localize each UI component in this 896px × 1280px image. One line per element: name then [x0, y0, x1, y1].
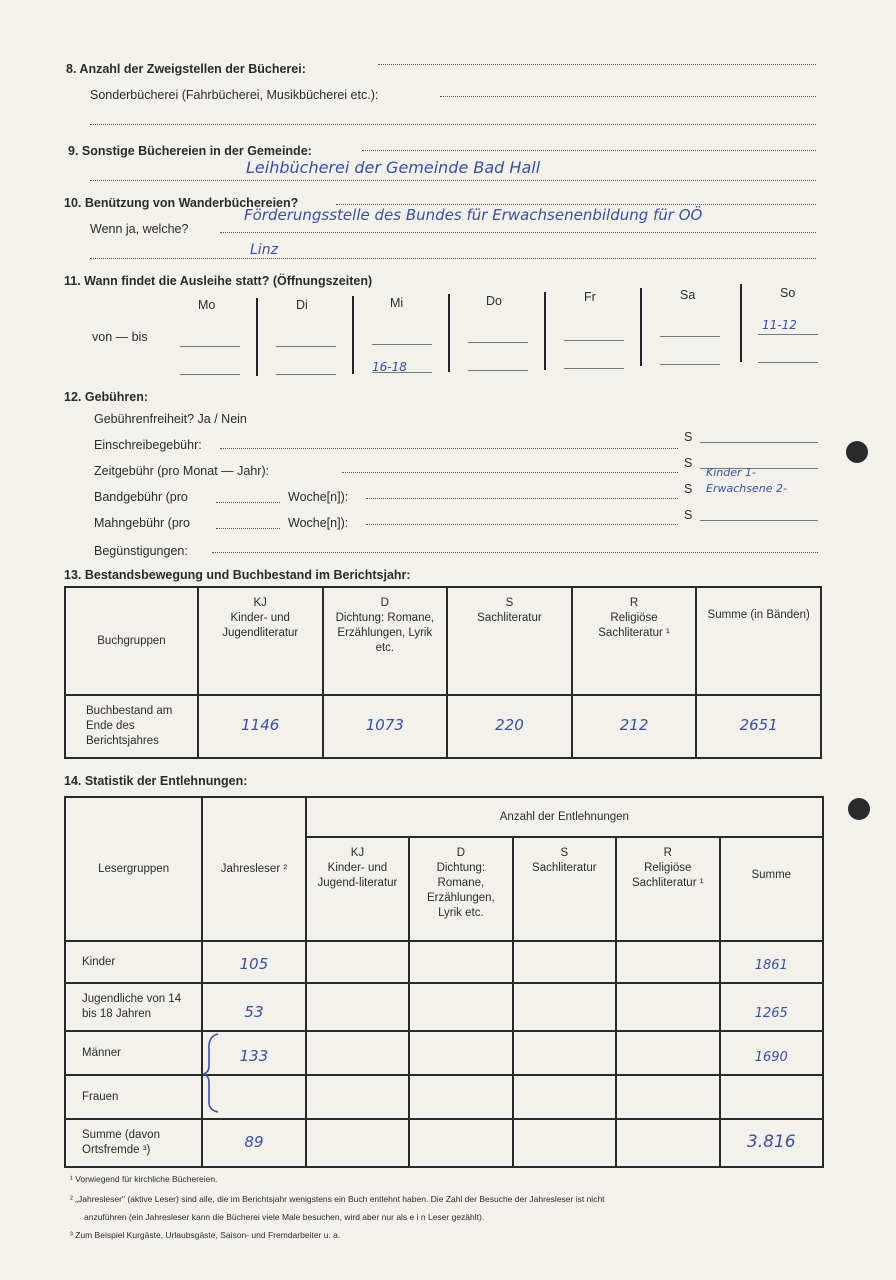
stock-header-groups: Buchgruppen [65, 587, 198, 695]
header-text: Religiöse Sachliteratur ¹ [631, 862, 704, 889]
day-divider [740, 284, 742, 362]
day-sa: Sa [680, 288, 696, 302]
loans-annual [202, 983, 305, 1031]
section-10-title: 10. Benützung von Wanderbüchereien? [64, 196, 299, 210]
amount-line [700, 442, 818, 443]
header-code: KJ [253, 597, 267, 609]
time-slot [276, 346, 336, 347]
section-11-title: 11. Wann findet die Ausleihe statt? (Öffnungszeiten) [64, 274, 373, 288]
header-text: Sachliteratur [477, 612, 542, 624]
header-text: Dichtung: Romane, Erzählungen, Lyrik etc. [426, 862, 495, 919]
loans-sum [720, 941, 824, 983]
stock-value: 1146 [241, 716, 280, 734]
fee-line [216, 502, 280, 503]
stock-header-sum [696, 587, 821, 695]
loans-row-label: Kinder [65, 941, 202, 983]
loans-sum [720, 983, 824, 1031]
header-text: Kinder- und Jugend-literatur [317, 862, 398, 889]
loans-header-readers: Lesergruppen [65, 797, 202, 941]
header-text: Dichtung: Romane, Erzählungen, Lyrik etc. [335, 612, 435, 654]
loans-sum [720, 1031, 824, 1075]
stock-value-kj [198, 695, 323, 758]
header-text: Summe (in Bänden) [707, 609, 810, 621]
day-mi: Mi [390, 296, 404, 310]
currency: S [684, 508, 693, 522]
stock-value: 212 [619, 716, 649, 734]
loans-cell [616, 1075, 719, 1119]
annual-value: 105 [239, 955, 269, 973]
section-8-line-2 [90, 124, 816, 125]
fee-time: Zeitgebühr (pro Monat — Jahr): [94, 464, 270, 478]
footnote-1: ¹ Vorwiegend für kirchliche Büchereien. [70, 1174, 218, 1184]
stock-value: 1073 [365, 716, 404, 734]
stock-value: 2651 [739, 716, 778, 734]
loans-header-d [409, 837, 512, 941]
loans-header-group: Anzahl der Entlehnungen [306, 797, 823, 837]
fee-line [220, 448, 678, 449]
stock-header-row [65, 587, 821, 695]
fee-line [216, 528, 280, 529]
time-slot [468, 342, 528, 343]
section-9-answer: Leihbücherei der Gemeinde Bad Hall [246, 158, 541, 177]
loans-annual [202, 941, 305, 983]
loans-cell [513, 983, 616, 1031]
loans-cell [616, 983, 719, 1031]
loans-cell [616, 941, 719, 983]
day-divider [256, 298, 258, 376]
stock-row [65, 695, 821, 758]
sum-value: 1690 [754, 1050, 788, 1065]
fee-exemption: Gebührenfreiheit? Ja / Nein [94, 412, 247, 426]
annual-value: 53 [244, 1003, 264, 1021]
currency: S [684, 482, 693, 496]
stock-row-label: Buchbestand am Ende des Berichtsjahres [65, 695, 198, 758]
day-so: So [780, 286, 796, 300]
footnote-2: ² „Jahresleser" (aktive Leser) sind alle, die im Berichtsjahr wenigstens ein Buch entlehnt haben. Die Zahl der Besuche der Jahresleser ist nicht [70, 1194, 605, 1204]
loans-cell [306, 941, 409, 983]
mi-time: 16-18 [372, 360, 407, 374]
loans-cell [513, 941, 616, 983]
punch-hole [846, 441, 868, 463]
section-10-line [336, 204, 816, 205]
header-code: S [560, 847, 569, 859]
fee-registration: Einschreibegebühr: [94, 438, 202, 452]
fee-line [366, 498, 678, 499]
loans-row-maenner [65, 1031, 823, 1075]
section-13-title: 13. Bestandsbewegung und Buchbestand im Berichtsjahr: [64, 568, 411, 582]
amount-line [700, 520, 818, 521]
stock-value: 220 [495, 716, 524, 734]
stock-value-s [447, 695, 572, 758]
fee-line [342, 472, 678, 473]
currency: S [684, 456, 693, 470]
volume-fee-note-2: Erwachsene 2- [706, 482, 787, 495]
day-mo: Mo [198, 298, 216, 312]
currency: S [684, 430, 693, 444]
loans-sum [720, 1075, 824, 1119]
time-slot [758, 334, 818, 335]
sum-total: 3.816 [746, 1131, 796, 1152]
loans-cell [616, 1119, 719, 1167]
loans-cell [306, 1075, 409, 1119]
sum-value: 1861 [754, 958, 788, 973]
header-code: D [456, 847, 466, 859]
time-row-label: von — bis [92, 330, 148, 344]
bracket [200, 1030, 224, 1114]
time-slot [660, 336, 720, 337]
fee-benefits: Begünstigungen: [94, 544, 188, 558]
time-slot [276, 374, 336, 375]
loans-row-label: Frauen [65, 1075, 202, 1119]
time-slot [468, 370, 528, 371]
fee-line [366, 524, 678, 525]
section-8-line [378, 64, 816, 65]
section-9-line [362, 150, 816, 151]
header-text: Summe [751, 869, 792, 881]
loans-cell [513, 1075, 616, 1119]
loans-header-s [513, 837, 616, 941]
loans-header-kj [306, 837, 409, 941]
stock-value-d [323, 695, 448, 758]
day-do: Do [486, 294, 502, 308]
loans-cell [409, 1031, 512, 1075]
volume-fee-note-1: Kinder 1- [706, 466, 756, 479]
header-code: R [663, 847, 672, 859]
section-14-title: 14. Statistik der Entlehnungen: [64, 774, 248, 788]
time-slot [564, 340, 624, 341]
loans-row-frauen [65, 1075, 823, 1119]
annual-value: 133 [239, 1047, 269, 1065]
loans-header-r [616, 837, 719, 941]
header-text: Sachliteratur [532, 862, 597, 874]
section-10-answer-2: Linz [250, 242, 278, 258]
loans-cell [616, 1031, 719, 1075]
loans-row-jugend [65, 983, 823, 1031]
loans-cell [306, 1119, 409, 1167]
header-code: R [629, 597, 639, 609]
day-divider [640, 288, 642, 366]
stock-header-r [572, 587, 697, 695]
time-slot [758, 362, 818, 363]
day-fr: Fr [584, 290, 596, 304]
loans-total-sum [720, 1119, 824, 1167]
section-10-answer-1: Förderungsstelle des Bundes für Erwachsenenbildung für OÖ [244, 206, 703, 224]
time-slot [180, 374, 240, 375]
stock-header-s [447, 587, 572, 695]
day-di: Di [296, 298, 308, 312]
stock-table [64, 586, 822, 759]
stock-value-r [572, 695, 697, 758]
section-10-line-2 [90, 258, 816, 259]
day-divider [544, 292, 546, 370]
loans-row-kinder [65, 941, 823, 983]
annual-total: 89 [244, 1132, 264, 1151]
fee-reminder-b: Woche[n]): [288, 516, 349, 530]
loans-cell [409, 1119, 512, 1167]
loans-header-annual: Jahresleser ² [202, 797, 305, 941]
so-time: 11-12 [762, 318, 797, 332]
loans-row-label: Jugendliche von 14 bis 18 Jahren [65, 983, 202, 1031]
fee-line [212, 552, 818, 553]
loans-cell [306, 983, 409, 1031]
loans-cell [513, 1031, 616, 1075]
section-10-sub-line [220, 232, 816, 233]
fee-reminder-a: Mahngebühr (pro [94, 516, 190, 530]
section-8-sub-line [440, 96, 816, 97]
loans-cell [409, 941, 512, 983]
stock-header-d [323, 587, 448, 695]
loans-cell [409, 1075, 512, 1119]
loans-header-sum [720, 837, 824, 941]
loans-row-label: Männer [65, 1031, 202, 1075]
day-divider [352, 296, 354, 374]
loans-total-annual [202, 1119, 305, 1167]
time-slot [660, 364, 720, 365]
loans-cell [409, 983, 512, 1031]
punch-hole [848, 798, 870, 820]
loans-total-label: Summe (davon Ortsfremde ³) [65, 1119, 202, 1167]
section-9-title: 9. Sonstige Büchereien in der Gemeinde: [68, 144, 312, 158]
fee-volume-a: Bandgebühr (pro [94, 490, 188, 504]
header-code: D [380, 597, 389, 609]
loans-cell [306, 1031, 409, 1075]
fee-volume-b: Woche[n]): [288, 490, 349, 504]
section-10-sub: Wenn ja, welche? [90, 222, 189, 236]
section-12-title: 12. Gebühren: [64, 390, 149, 404]
stock-value-sum [696, 695, 821, 758]
header-text: Kinder- und Jugendliteratur [222, 612, 299, 639]
footnote-3: ³ Zum Beispiel Kurgäste, Urlaubsgäste, Saison- und Fremdarbeiter u. a. [70, 1230, 341, 1240]
time-slot [372, 344, 432, 345]
day-divider [448, 294, 450, 372]
time-slot [180, 346, 240, 347]
header-code: KJ [350, 847, 365, 859]
header-code: S [505, 597, 514, 609]
sum-value: 1265 [754, 1006, 788, 1021]
section-9-line-2 [90, 180, 816, 181]
footnote-2-cont: anzuführen (ein Jahresleser kann die Bücherei viele Male besuchen, wird aber nur als e i n Leser gezählt). [84, 1212, 485, 1222]
stock-header-kj [198, 587, 323, 695]
header-text: Religiöse Sachliteratur ¹ [598, 612, 670, 639]
section-8-sub: Sonderbücherei (Fahrbücherei, Musikbücherei etc.): [90, 88, 379, 102]
loans-cell [513, 1119, 616, 1167]
loans-row-total [65, 1119, 823, 1167]
loans-group-header-row [65, 797, 823, 837]
section-8-title: 8. Anzahl der Zweigstellen der Bücherei: [66, 62, 306, 76]
loans-table [64, 796, 824, 1168]
time-slot [564, 368, 624, 369]
